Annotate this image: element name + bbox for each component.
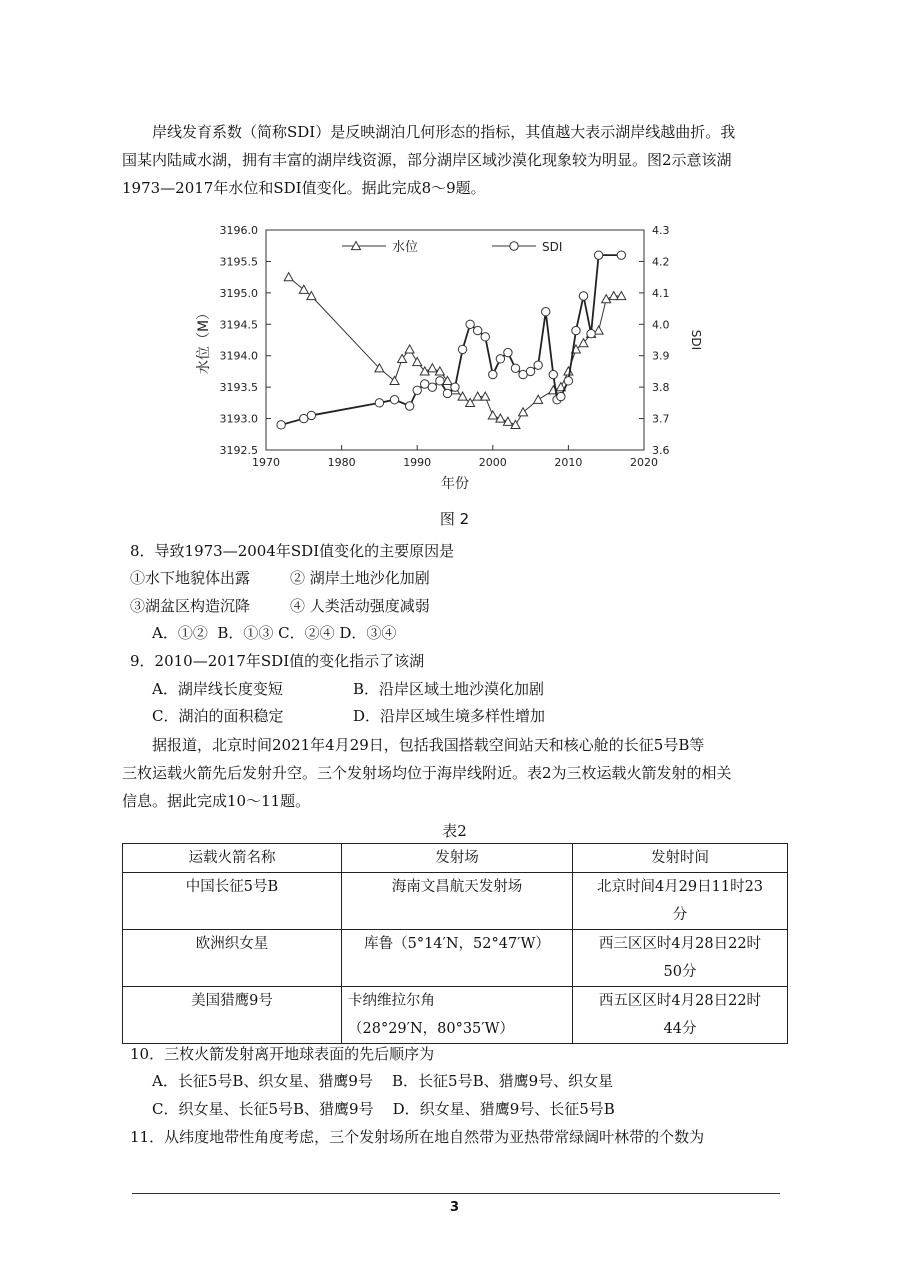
water-level-point xyxy=(564,367,573,375)
time-line: 分 xyxy=(672,907,688,923)
sdi-point xyxy=(542,308,550,316)
site-line: （28°29′N，80°35′W） xyxy=(348,1021,514,1037)
y2-tick-label: 3.7 xyxy=(652,412,670,426)
water-level-point xyxy=(519,408,528,416)
sdi-point xyxy=(496,355,504,363)
series-water-level xyxy=(284,273,626,429)
q8-statement-4: ④ 人类活动强度减弱 xyxy=(290,597,430,615)
q8-choices: A．①② B．①③ C．②④ D．③④ xyxy=(152,624,397,642)
water-level-point xyxy=(284,273,293,281)
intro-line-1: 岸线发育系数（简称SDI）是反映湖泊几何形态的指标，其值越大表示湖岸线越曲折。我 xyxy=(152,123,736,141)
sdi-point xyxy=(473,326,481,334)
table-caption: 表2 xyxy=(442,822,467,840)
sdi-point xyxy=(564,377,572,385)
q9-stem: 9．2010—2017年SDI值的变化指示了该湖 xyxy=(130,652,425,670)
series-sdi xyxy=(277,251,626,429)
y-tick-label: 3192.5 xyxy=(219,444,258,457)
table-cell-site xyxy=(342,930,573,987)
x-axis-label: 年份 xyxy=(441,476,469,492)
water-level-sdi-chart xyxy=(190,216,710,501)
table-header-time: 发射时间 xyxy=(573,844,788,873)
sdi-line xyxy=(281,255,621,425)
sdi-point xyxy=(587,330,595,338)
table-cell-rocket: 中国长征5号B xyxy=(123,873,342,930)
sdi-point xyxy=(451,383,459,391)
site-line: 海南文昌航天发射场 xyxy=(391,879,523,895)
water-level-point xyxy=(413,358,422,366)
time-line: 50分 xyxy=(663,964,697,980)
sdi-point xyxy=(510,242,518,250)
sdi-point xyxy=(458,345,466,353)
table-row xyxy=(123,987,788,1044)
plot-frame xyxy=(266,230,644,450)
y2-tick-label: 4.1 xyxy=(652,286,670,300)
y-tick-label: 3196.0 xyxy=(219,224,258,237)
q9-option-a: A．湖岸线长度变短 xyxy=(152,680,283,698)
legend-water-level-label: 水位 xyxy=(392,240,419,255)
sdi-point xyxy=(405,402,413,410)
x-tick-label: 2000 xyxy=(478,456,507,469)
y2-tick-label: 4.3 xyxy=(652,224,670,237)
footer-divider xyxy=(132,1193,780,1194)
sdi-point xyxy=(504,348,512,356)
q8-statement-3: ③湖盆区构造沉降 xyxy=(130,597,251,615)
sdi-point xyxy=(526,367,534,375)
time-line: 西五区区时4月28日22时 xyxy=(598,993,762,1009)
q9-option-c: C．湖泊的面积稳定 xyxy=(152,707,284,725)
page-number: 3 xyxy=(449,1200,460,1215)
y-tick-label: 3194.5 xyxy=(219,318,258,332)
sdi-point xyxy=(489,370,497,378)
intro-line-3: 1973—2017年水位和SDI值变化。据此完成8～9题。 xyxy=(122,179,486,197)
table-row xyxy=(123,873,788,930)
y-tick-label: 3195.5 xyxy=(219,255,258,269)
y-tick-label: 3195.0 xyxy=(219,286,258,300)
q10-options-cd: C．织女星、长征5号B、猎鹰9号 D．织女星、猎鹰9号、长征5号B xyxy=(152,1100,615,1118)
y2-tick-label: 3.6 xyxy=(652,444,670,457)
q9-option-d: D．沿岸区域生境多样性增加 xyxy=(353,707,546,725)
sdi-point xyxy=(443,389,451,397)
table-cell-time xyxy=(573,930,788,987)
passage2-line-2: 三枚运载火箭先后发射升空。三个发射场均位于海岸线附近。表2为三枚运载火箭发射的相关 xyxy=(122,764,732,782)
y2-tick-label: 4.0 xyxy=(652,318,670,332)
sdi-point xyxy=(390,396,398,404)
time-line: 44分 xyxy=(663,1021,697,1037)
sdi-point xyxy=(481,333,489,341)
table-cell-site xyxy=(342,873,573,930)
sdi-point xyxy=(511,364,519,372)
y2-tick-label: 4.2 xyxy=(652,255,670,269)
table-header-site: 发射场 xyxy=(342,844,573,873)
x-tick-label: 1990 xyxy=(403,456,432,469)
table-header-row xyxy=(123,844,788,873)
rocket-launch-table xyxy=(122,843,788,1044)
sdi-point xyxy=(572,326,580,334)
chart-legend xyxy=(342,239,562,255)
x-tick-label: 2010 xyxy=(554,456,583,469)
sdi-point xyxy=(534,361,542,369)
q10-options-ab: A．长征5号B、织女星、猎鹰9号 B．长征5号B、猎鹰9号、织女星 xyxy=(152,1072,614,1090)
sdi-point xyxy=(436,377,444,385)
q9-option-b: B．沿岸区域土地沙漠化加剧 xyxy=(353,680,545,698)
table-cell-rocket: 欧洲织女星 xyxy=(123,930,342,987)
water-level-line xyxy=(289,277,622,425)
intro-line-2: 国某内陆咸水湖，拥有丰富的湖岸线资源，部分湖岸区域沙漠化现象较为明显。图2示意该湖 xyxy=(122,151,732,169)
y2-tick-label: 3.9 xyxy=(652,349,670,363)
sdi-point xyxy=(413,386,421,394)
table-header-rocket: 运载火箭名称 xyxy=(123,844,342,873)
q10-stem: 10．三枚火箭发射离开地球表面的先后顺序为 xyxy=(130,1045,435,1063)
water-level-point xyxy=(405,345,414,353)
q8-statement-2: ② 湖岸土地沙化加剧 xyxy=(290,569,430,587)
q8-stem: 8．导致1973—2004年SDI值变化的主要原因是 xyxy=(130,542,455,560)
x-tick-label: 1970 xyxy=(252,456,280,469)
water-level-point xyxy=(428,364,437,372)
table-cell-time xyxy=(573,873,788,930)
sdi-point xyxy=(428,383,436,391)
legend-sdi-label: SDI xyxy=(542,240,563,254)
site-line: 卡纳维拉尔角 xyxy=(348,993,435,1009)
sdi-point xyxy=(579,292,587,300)
water-level-point xyxy=(488,411,497,419)
sdi-point xyxy=(557,392,565,400)
passage2-line-1: 据报道，北京时间2021年4月29日，包括我国搭载空间站天和核心舱的长征5号B等 xyxy=(152,736,705,754)
table-row xyxy=(123,930,788,987)
chart-axes xyxy=(195,224,703,492)
q11-stem: 11．从纬度地带性角度考虑，三个发射场所在地自然带为亚热带常绿阔叶林带的个数为 xyxy=(130,1128,705,1146)
passage2-line-3: 信息。据此完成10～11题。 xyxy=(122,792,311,810)
sdi-point xyxy=(594,251,602,259)
time-line: 西三区区时4月28日22时 xyxy=(598,936,762,952)
table-cell-time xyxy=(573,987,788,1044)
y-tick-label: 3193.5 xyxy=(219,381,258,395)
water-level-point xyxy=(534,395,543,403)
y-axis-label: 水位（M） xyxy=(196,305,212,375)
sdi-point xyxy=(277,421,285,429)
q8-statement-1: ①水下地貌体出露 xyxy=(130,569,251,587)
sdi-point xyxy=(375,399,383,407)
sdi-point xyxy=(466,320,474,328)
table-cell-site xyxy=(342,987,573,1044)
water-level-point xyxy=(390,376,399,384)
sdi-point xyxy=(549,370,557,378)
y2-tick-label: 3.8 xyxy=(652,381,670,395)
sdi-point xyxy=(307,411,315,419)
table-cell-rocket: 美国猎鹰9号 xyxy=(123,987,342,1044)
x-tick-label: 1980 xyxy=(327,456,356,469)
y2-axis-label: SDI xyxy=(689,329,703,351)
site-line: 库鲁（5°14′N，52°47′W） xyxy=(364,936,550,952)
sdi-point xyxy=(617,251,625,259)
x-tick-label: 2020 xyxy=(630,456,658,469)
y-tick-label: 3193.0 xyxy=(219,412,258,426)
time-line: 北京时间4月29日11时23 xyxy=(596,879,764,895)
y-tick-label: 3194.0 xyxy=(219,349,258,363)
figure-caption: 图 2 xyxy=(439,510,470,528)
water-level-point xyxy=(299,285,308,293)
